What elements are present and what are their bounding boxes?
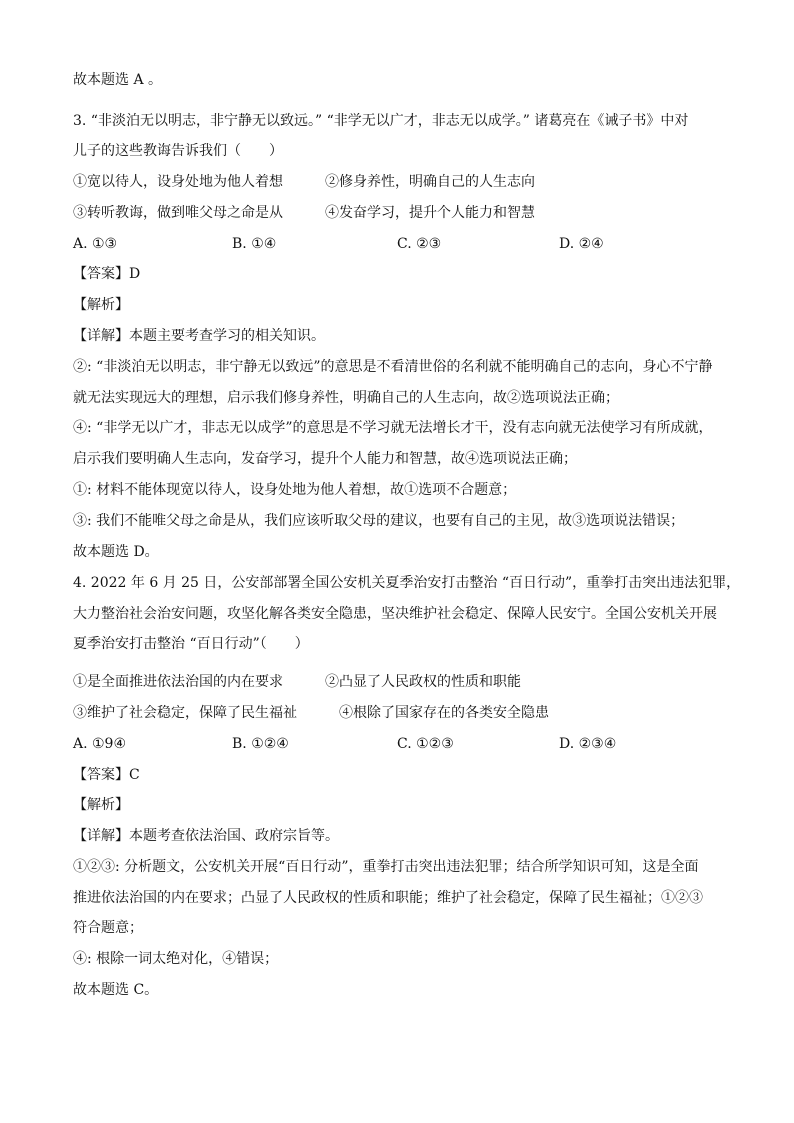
- explanation-line: ③: 我们不能唯父母之命是从，我们应该听取父母的建议，也要有自己的主见，故③选项说法错误；: [73, 513, 685, 529]
- question-3-statements: ③转听教诲，做到唯父母之命是从 ④发奋学习，提升个人能力和智慧: [73, 205, 535, 221]
- option-a: A. ①9④: [73, 736, 127, 752]
- question-3-stem: 儿子的这些教诲告诉我们（ ）: [73, 143, 283, 159]
- question-3-stem: 3. “非淡泊无以明志，非宁静无以致远。” “非学无以广才，非志无以成学。” 诸葛亮在《诫子书》中对: [73, 113, 689, 129]
- option-c: C. ②③: [397, 236, 442, 252]
- text-line: 故本题选 A 。: [73, 72, 163, 88]
- conclusion-line: 故本题选 D。: [73, 544, 159, 560]
- explanation-line: ①: 材料不能体现宽以待人，设身处地为他人着想，故①选项不合题意；: [73, 482, 517, 498]
- answer-label: 【答案】D: [73, 266, 141, 282]
- analysis-label: 【解析】: [73, 297, 129, 313]
- explanation-line: ①②③: 分析题文，公安机关开展“百日行动”，重拳打击突出违法犯罪；结合所学知识可知，这是全面: [73, 859, 699, 875]
- explanation-line: 启示我们要明确人生志向，发奋学习，提升个人能力和智慧，故④选项说法正确；: [73, 451, 577, 467]
- conclusion-line: 故本题选 C。: [73, 982, 159, 998]
- detail-line: 【详解】本题主要考查学习的相关知识。: [73, 328, 325, 344]
- question-4-stem: 4. 2022 年 6 月 25 日，公安部部署全国公安机关夏季治安打击整治 “百日行动”，重拳打击突出违法犯罪，: [73, 575, 741, 591]
- option-d: D. ②③④: [559, 736, 617, 752]
- question-4-statements: ①是全面推进依法治国的内在要求 ②凸显了人民政权的性质和职能: [73, 674, 521, 690]
- question-4-stem: 夏季治安打击整治 “百日行动”（ ）: [73, 636, 309, 652]
- explanation-line: 推进依法治国的内在要求；凸显了人民政权的性质和职能；维护了社会稳定，保障了民生福祉；①②③: [73, 890, 703, 906]
- question-4-statements: ③维护了社会稳定，保障了民生福祉 ④根除了国家存在的各类安全隐患: [73, 705, 549, 721]
- question-4-stem: 大力整治社会治安问题，攻坚化解各类安全隐患，坚决维护社会稳定、保障人民安宁。全国公安机关开展: [73, 606, 717, 622]
- option-b: B. ①②④: [232, 736, 289, 752]
- option-c: C. ①②③: [397, 736, 454, 752]
- explanation-line: ④: 根除一词太绝对化，④错误；: [73, 951, 279, 967]
- explanation-line: ④: “非学无以广才，非志无以成学”的意思是不学习就无法增长才干，没有志向就无法使学习有所成就，: [73, 420, 713, 436]
- analysis-label: 【解析】: [73, 797, 129, 813]
- option-d: D. ②④: [559, 236, 604, 252]
- answer-label: 【答案】C: [73, 767, 140, 783]
- detail-line: 【详解】本题考查依法治国、政府宗旨等。: [73, 828, 339, 844]
- explanation-line: 符合题意；: [73, 920, 143, 936]
- explanation-line: ②: “非淡泊无以明志，非宁静无以致远”的意思是不看清世俗的名利就不能明确自己的志向，身心不宁静: [73, 359, 713, 375]
- question-3-statements: ①宽以待人，设身处地为他人着想 ②修身养性，明确自己的人生志向: [73, 174, 535, 190]
- option-a: A. ①③: [73, 236, 118, 252]
- explanation-line: 就无法实现远大的理想，启示我们修身养性，明确自己的人生志向，故②选项说法正确；: [73, 390, 619, 406]
- option-b: B. ①④: [232, 236, 277, 252]
